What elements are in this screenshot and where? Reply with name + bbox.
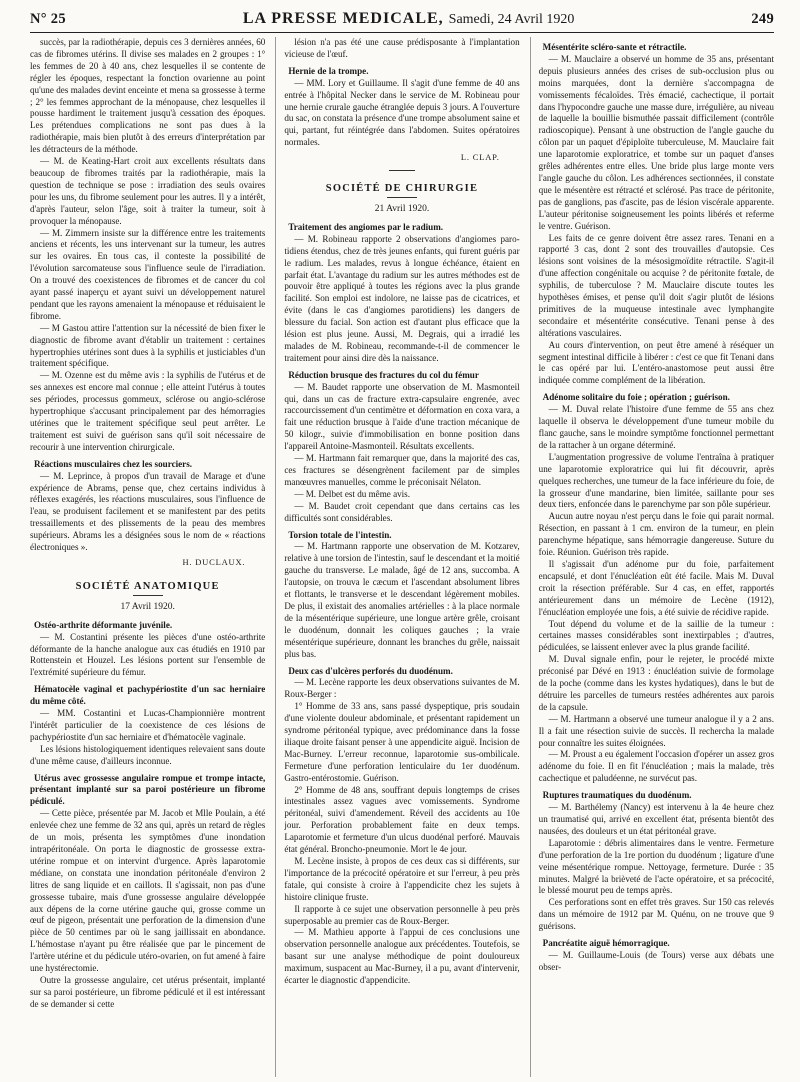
article-columns <box>30 37 774 1077</box>
paragraph: Les faits de ce genre doivent être assez rares. Tenani en a rapporté 3 cas, dont 2 sont des trouvailles d'autopsie. Ces lésions sont voisines de la mésosigmoïdite rétractile. S'agit-il d'une affection congénitale ou acquise ? de péritonite fœtale, de syphilis, de tuberculose ? M. Mauclaire discute toutes les hypothèses émises, et pense qu'il doit s'agir plutôt de lésions primitives de la muqueuse intestinale avec lymphangite secondaire et mésentérite consécutive. Tenani pense à des altérations vasculaires. <box>538 232 774 338</box>
paragraph: — M. Hartmann a observé une tumeur analogue il y a 2 ans. Il a fait une résection suivie de succès. Il rechercha la malade pour connaître les suites éloignées. <box>538 713 774 748</box>
page-number: 249 <box>751 11 774 27</box>
paragraph: — M. Zimmern insiste sur la différence entre les traitements anciens et récents, les uns intervenant sur la tumeur, les autres sur les ovaires. En tous cas, il conteste la possibilité de l'évolution sarcomateuse sous l'influence seule de l'irradiation. On a trouvé des coexistences de fibromes et de cancer du col ayant passé inaperçu et ayant suivi un développement naturel pendant que les rayons amenaient la ménopause et réduisaient le fibrome. <box>30 227 266 321</box>
paragraph: Au cours d'intervention, on peut être amené à réséquer un segment intestinal difficile à libérer : c'est ce que fit Tenani dans le cas opéré par lui. L'entéro-anastomose peut aussi être indiquée comme complément de la libération. <box>538 339 774 386</box>
paragraph: Outre la grossesse angulaire, cet utérus présentait, implanté sur sa paroi postérieure, un fibrome pédiculé et il est intéressant de se demander si cette <box>30 974 266 1009</box>
section-heading: SOCIÉTÉ DE CHIRURGIE <box>325 183 479 195</box>
paragraph: 1° Homme de 33 ans, sans passé dyspeptique, pris soudain d'une violente douleur abdominale, et présentant rapidement un syndrome péritonéal typique, avec prédominance dans la fosse iliaque droite faisant penser à une appendicite aiguë. Incision de Mac-Burney. L'erreur reconnue, laparotomie sus-ombilicale. Fermeture d'une perforation lenticulaire du 1er duodénum. Gastro-entérostomie. Guérison. <box>284 701 520 783</box>
section-rule <box>133 595 163 596</box>
paragraph: lésion n'a pas été une cause prédisposante à l'implantation vicieuse de l'œuf. <box>284 37 520 59</box>
paragraph: M. Duval signale enfin, pour le rejeter, le procédé mixte préconisé par Dévé en 1913 : énucléation suivie de formolage de la poche (comme dans les kystes hydatiques), dans le but de détruire les parcelles de tumeurs restées adhérentes aux parois de la capsule. <box>538 654 774 712</box>
paragraph: — M. Proust a eu également l'occasion d'opérer un assez gros adénome du foie. Il en fit l'énucléation ; mais la malade, très cachectique et paludéenne, ne survécut pas. <box>538 749 774 784</box>
item-heading: Réactions musculaires chez les sourciers. <box>34 458 193 469</box>
paragraph: — M. Barthélemy (Nancy) est intervenu à la 4e heure chez un traumatisé qui, arrivé en excellent état, présenta bientôt des nausées, des douleurs et un état péritonéal grave. <box>538 802 774 836</box>
column-right <box>530 37 774 1077</box>
paragraph: — M. Baudet croit cependant que dans certains cas les difficultés sont considérables. <box>284 500 520 523</box>
section-rule <box>387 197 417 198</box>
paragraph: 2° Homme de 48 ans, souffrant depuis longtemps de crises intestinales assez vagues avec vomissements. Syndrome péritonéal, suivi d'amendement. Réveil des accidents au 10e jour. Perforation probablement faite en deux temps. Laparotomie et fermeture d'un ulcus duodénal perforé. Mauvais état général. Broncho-pneumonie. Mort le 4e jour. <box>284 784 520 855</box>
item-heading: Pancréatite aiguë hémorragique. <box>542 938 670 949</box>
paragraph: — M. de Keating-Hart croit aux excellents résultats dans beaucoup de fibromes traités par la radiothérapie, mais la question de technique se pose : irradiation des seuls ovaires pour les uns, du fibrome seulement pour les autres. Il y a intérêt, d'après l'auteur, selon l'âge, soit à traiter la tumeur, soit à provoquer la ménopause. <box>30 156 266 226</box>
paragraph: — M. Mauclaire a observé un homme de 35 ans, présentant depuis plusieurs années des crises de sub-occlusion plus ou moins marquées, dont la dernière s'accompagna de vomissements fécaloïdes. Très émacié, cachectique, il portait dans l'hypocondre gauche une masse dure, irrégulière, au niveau de laquelle la bouillie bismuthée passait difficilement (contrôle radioscopique). Pensant à une obstruction de l'angle gauche du côlon par un paquet d'épiploïte tuberculeuse, M. Mauclaire fait une laparotomie exploratrice, et tombe sur un paquet d'anses grêles adhérentes entre elles. Une bride plus large monte vers l'angle gauche du côlon. Les adhérences sectionnées, il constate que le mésentère est rétracté et sclérosé. Pas trace de péritonite, pas de ganglions, pas d'ascite, pas de lésion viscérale apparente. L'auteur péritonise soigneusement les points libérés et referme le ventre. Guérison. <box>538 53 774 231</box>
item-heading: Réduction brusque des fractures du col du fémur <box>288 369 479 380</box>
paragraph: — M. Costantini présente les pièces d'une ostéo-arthrite déformante de la hanche analogue aux cas étudiés en 1910 par Rottenstein et Houzel. Les lésions portent sur l'ensemble de l'extrémité supérieure du fémur. <box>30 631 266 678</box>
paragraph: Il rapporte à ce sujet une observation personnelle à peu près superposable au premier cas de Roux-Berger. <box>284 903 520 926</box>
paragraph: — M. Guillaume-Louis (de Tours) verse aux débats une obser- <box>538 949 774 972</box>
section-heading: SOCIÉTÉ ANATOMIQUE <box>75 580 220 592</box>
section-date: 21 Avril 1920. <box>374 203 430 214</box>
paragraph: — M. Lecène rapporte les deux observations suivantes de M. Roux-Berger : <box>284 677 520 700</box>
paragraph: Il s'agissait d'un adénome pur du foie, parfaitement encapsulé, et dont l'énucléation eût été facile. Mais M. Duval croit la résection préférable. Sur 4 cas, en effet, rapportés antérieurement dans un mémoire de Lecène (1912), l'énucléation employée une fois, a été suivie de récidive rapide. <box>538 558 774 617</box>
issue-date: Samedi, 24 Avril 1920 <box>448 12 575 27</box>
item-heading: Traitement des angiomes par le radium. <box>288 221 444 232</box>
paragraph: Aucun autre noyau n'est perçu dans le foie qui parait normal. Résection, en passant à 1 cm. environ de la tumeur, en plein parenchyme hépatique, sans hémorragie dangereuse. Suture du foie. Réunion. Guérison très rapide. <box>538 511 774 558</box>
author-signature: L. CLAP. <box>460 152 500 163</box>
paragraph: — M. Baudet rapporte une observation de M. Masmonteil qui, dans un cas de fracture extra-capsulaire engrenée, avec raccourcissement d'un centimètre et déformation en coxa vara, a fait une réduction brusque à l'aide d'une traction mécanique de 50 kilogr., suivie d'immobilisation en bonne position dans l'appareil Antoine-Masmonteil. Résultats excellents. <box>284 381 520 452</box>
paragraph: — M. Ozenne est du même avis : la syphilis de l'utérus et de ses annexes est encore mal connue ; elle atteint l'utérus à toutes ses périodes, processus gommeux, sclérose ou angio-sclérose hypertrophique s'accusant principalement par des hémorragies utérines que le traitement spécifique seul peut arrêter. Le traitement est suivi de guérison sans qu'il soit nécessaire de recourir à une intervention chirurgicale. <box>30 370 266 452</box>
paragraph: — M. Mathieu apporte à l'appui de ces conclusions une observation personnelle analogue aux précédentes. Toutefois, se basant sur une analyse méthodique de point douloureux maximum, suspacent au Mac-Burney, il a pu, avant d'intervenir, écarter le diagnostic d'appendicite. <box>284 927 520 986</box>
paragraph: Ces perforations sont en effet très graves. Sur 150 cas relevés dans un mémoire de 1912 par M. Quénu, on ne trouve que 9 guérisons. <box>538 897 774 932</box>
paragraph: — M. Leprince, à propos d'un travail de Marage et d'une expérience de Abrams, pense que, chez certains individus à réflexes exagérés, les réactions musculaires, sous l'influence de l'eau, se produisent facilement et se manifestent par des petits tressaillements et des plissements de la peau des membres supérieurs. Abrams les a désignées sous le nom de « réactions électroniques ». <box>30 470 266 553</box>
column-left <box>30 37 265 1077</box>
paragraph: — MM. Lory et Guillaume. Il s'agit d'une femme de 40 ans entrée à l'hôpital Necker dans le service de M. Robineau pour une hernie crurale gauche étranglée depuis 3 jours. A l'ouverture du sac, on constata la présence d'une trompe absolument saine et qui, partant, fut réintégrée dans l'abdomen. Suites opératoires normales. <box>284 77 520 148</box>
paragraph: succès, par la radiothérapie, depuis ces 3 dernières années, 60 cas de fibromes utérins. Il divise ses malades en 2 groupes : 1° les femmes de 20 à 40 ans, chez lesquelles il se contente de régler les époques, respectant la fonction ovarienne au point qu'une des malades devint enceinte et mena sa grossesse à terme ; 2° les femmes approchant de la ménopause, chez lesquelles il pousse hardiment le traitement jusqu'à cessation des époques. Les prétendues complications ne sont pas dues à la radiothérapie, mais bien plutôt à des erreurs d'interprétation par les détracteurs de la méthode. <box>30 37 266 155</box>
running-header <box>30 10 774 33</box>
paragraph: — M. Duval relate l'histoire d'une femme de 55 ans chez laquelle il observa le développement d'une tumeur mobile du flanc gauche, sans le moindre symptôme fonctionnel permettant de la rattacher à un organe déterminé. <box>538 404 774 450</box>
end-rule <box>389 170 415 171</box>
paragraph: — M Gastou attire l'attention sur la nécessité de bien fixer le diagnostic de fibrome avant d'établir un traitement : certaines hypertrophies utérines sont dues à la syphilis et justiciables d'un traitement spécifique. <box>30 322 266 369</box>
section-date: 17 Avril 1920. <box>120 601 175 612</box>
paragraph: — M. Delbet est du même avis. <box>294 488 410 499</box>
paragraph: Tout dépend du volume et de la saillie de la tumeur : certaines masses considérables sont inextirpables ; d'autres, pédiculées, se laissent enlever avec la plus grande facilité. <box>538 618 774 653</box>
item-heading: Ostéo-arthrite déformante juvénile. <box>34 619 173 630</box>
item-heading: Deux cas d'ulcères perforés du duodénum. <box>288 665 453 676</box>
paragraph: — MM. Costantini et Lucas-Championnière montrent l'intérêt particulier de la coexistence de ces lésions de pachypériostite d'un sac herniaire et d'hématocèle vaginale. <box>30 708 266 742</box>
paragraph: — M. Hartmann rapporte une observation de M. Kotzarev, relative à une torsion de l'intestin, sauf le descendant et la moitié gauche du transverse. Le malade, âgé de 12 ans, succomba. A l'autopsie, on trouva le cæcum et l'ascendant absolument libres et flottants, le transverse et le descendant légèrement mobiles. De plus, il existait des anomalies artérielles : à la place normale de la mésentérique supérieure, une longue artère grêle, croisant le duodénum, donnait les coliques gauches ; la vraie mésentérique supérieure, donnant les branches du grêle, naissait plus bas. <box>284 541 520 659</box>
issue-number: N° 25 <box>30 11 66 27</box>
item-heading: Adénome solitaire du foie ; opération ; guérison. <box>542 392 730 403</box>
paragraph: L'augmentation progressive de volume l'entraîna à pratiquer une laparotomie exploratrice qui lui fit découvrir, après quelques recherches, une tumeur de la face inférieure du foie, de la grosseur d'une mandarine, bien limitée, saillante pour ses deux tiers, enfoncée dans le parenchyme par son pôle supérieur. <box>538 451 774 510</box>
paragraph: — Cette pièce, présentée par M. Jacob et Mlle Poulain, a été enlevée chez une femme de 32 ans qui, après un retard de règles de un mois, présenta les symptômes d'une inondation intrapéritonéale. On porta le diagnostic de grossesse extra-utérine rompue et on intervint d'urgence. Après laparotomie médiane, on constata une inondation péritonéale d'environ 2 litres de sang liquide et en caillots. Il s'agissait, non pas d'une grossesse tubaire, mais d'une grossesse angulaire développée aux dépens de la corne utérine gauche qui, grosse comme un œuf de pigeon, présentait une perforation de la dimension d'une pièce de 50 centimes par où le sang jaillissait en abondance. L'hémostase n'ayant pu être réalisée que par le pincement de l'artère utérine et du pédicule utéro-ovarien, on fut amené à faire une hystérectomie. <box>30 808 266 974</box>
item-heading: Torsion totale de l'intestin. <box>288 529 392 540</box>
paragraph: — M. Hartmann fait remarquer que, dans la majorité des cas, ces fractures se désengrènent facilement par de simples manœuvres manuelles, comme le préconisait Nélaton. <box>284 453 520 487</box>
item-heading: Utérus avec grossesse angulaire rompue et trompe intacte, présentant implanté sur sa paroi postérieure un fibrome pédiculé. <box>30 772 266 807</box>
column-middle <box>275 37 519 1077</box>
paragraph: Laparotomie : débris alimentaires dans le ventre. Fermeture d'une perforation de la 1re portion du duodénum ; ligature d'une veine mésentérique rompue. Nettoyage, fermeture. Durée : 35 minutes. Malgré la brièveté de l'acte opératoire, et sa précocité, le blessé mourut peu de temps après. <box>538 837 774 896</box>
paragraph: — M. Robineau rapporte 2 observations d'angiomes paro-tidiens étendus, chez de très jeunes enfants, qui furent guéris par le radium. Les malades, revus à longue échéance, étaient en parfait état. L'avantage du radium sur les autres méthodes est de pouvoir être appliqué à toutes les régions avec la plus grande facilité. Son emploi est indolore, ne laisse pas de cicatrices, et évite (dans le cas d'angiomes parotidiens) les dangers de blessure du facial. Son action est d'autant plus efficace que la lésion est plus jeune. Aussi, M. Degrais, qui a irradié les malades de M. Robineau, recommande-t-il de commencer le traitement pour ainsi dire dès la naissance. <box>284 233 520 363</box>
item-heading: Hernie de la trompe. <box>288 65 369 76</box>
item-heading: Ruptures traumatiques du duodénum. <box>542 790 692 801</box>
paragraph: M. Lecène insiste, à propos de ces deux cas si différents, sur l'importance de la précocité opératoire et sur l'erreur, à peu près fatale, qui consiste à croire à l'appendicite chez les sujets à histoire clinique fruste. <box>284 856 520 902</box>
item-heading: Mésentérite scléro-sante et rétractile. <box>542 42 687 52</box>
author-signature: H. DUCLAUX. <box>182 556 246 567</box>
journal-title <box>243 10 575 28</box>
journal-name: LA PRESSE MEDICALE, <box>242 10 444 27</box>
paragraph: Les lésions histologiquement identiques relevaient sans doute d'une même cause, d'ailleurs inconnue. <box>30 743 266 766</box>
item-heading: Hématocèle vaginal et pachypériostite d'un sac herniaire du même côté. <box>30 684 266 707</box>
